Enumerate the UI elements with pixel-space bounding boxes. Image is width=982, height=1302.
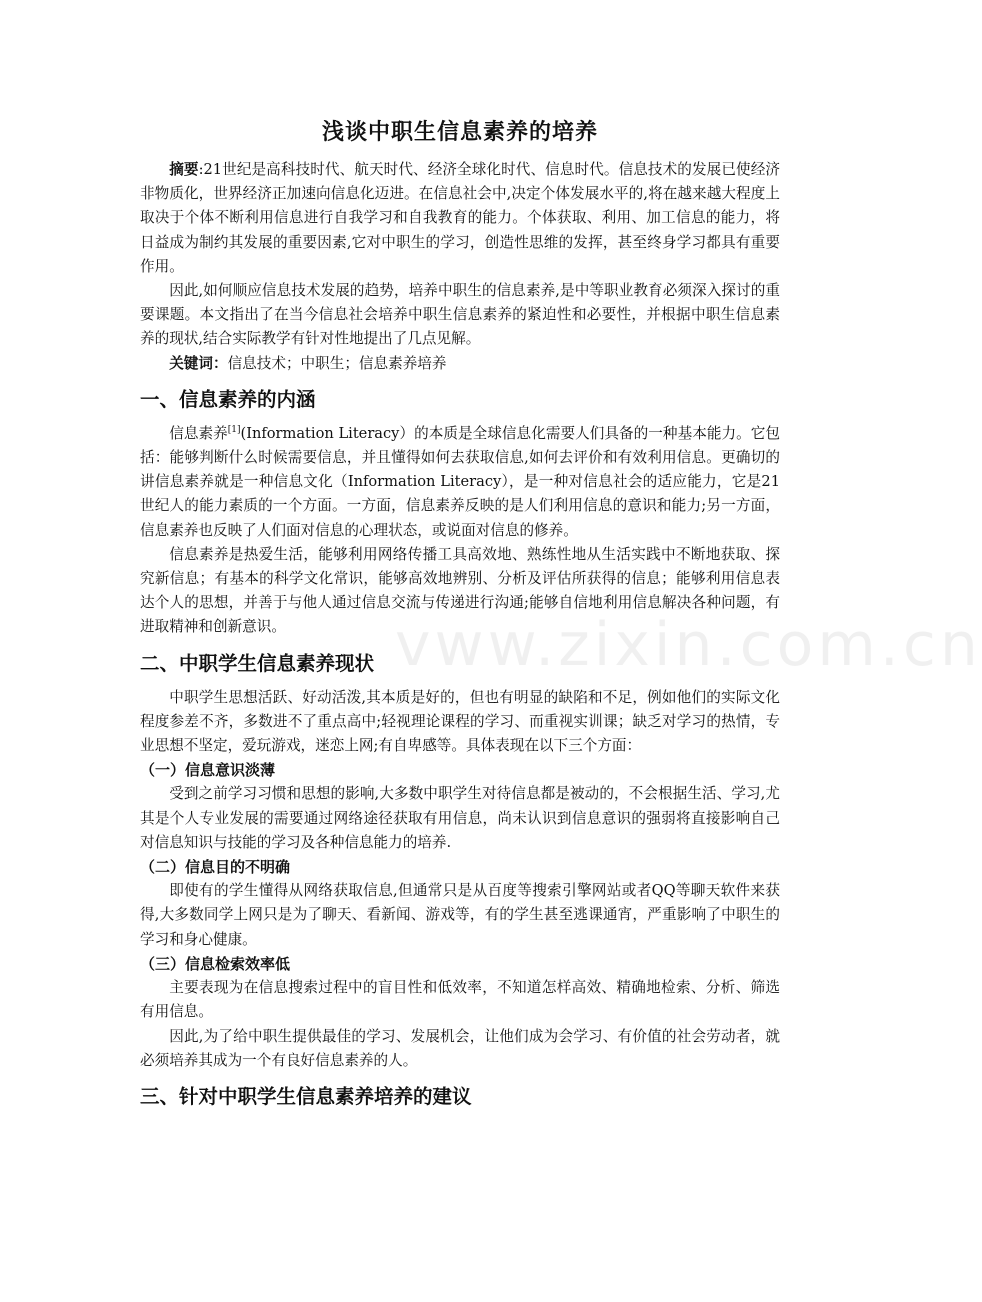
section1-paragraph-1	[140, 422, 780, 543]
keywords-label: 关键词：	[169, 354, 228, 372]
section2-conclusion: 因此,为了给中职生提供最佳的学习、发展机会，让他们成为会学习、有价值的社会劳动者，就必须培养其成为一个有良好信息素养的人。	[140, 1027, 780, 1069]
section1-paragraph-2: 信息素养是热爱生活，能够利用网络传播工具高效地、熟练性地从生活实践中不断地获取、探究新信息；有基本的科学文化常识，能够高效地辨别、分析及评估所获得的信息；能够利用信息表达个人的思想，并善于与他人通过信息交流与传递进行沟通;能够自信地利用信息解决各种问题，有进取精神和创新意识。	[140, 545, 780, 636]
section1-p1-rest: (Information Literacy）的本质是全球信息化需要人们具备的一种基本能力。它包括：能够判断什么时候需要信息，并且懂得如何去获取信息,如何去评价和有效利用信息。更确切的讲信息素养就是一种信息文化（Information Literacy），是一种对信息社会的适应能力，它是21世纪人的能力素质的一个方面。一方面，信息素养反映的是人们利用信息的意识和能力;另一方面，信息素养也反映了人们面对信息的心理状态，或说面对信息的修养。	[140, 424, 780, 539]
subsection1-text: 受到之前学习习惯和思想的影响,大多数中职学生对待信息都是被动的，不会根据生活、学习,尤其是个人专业发展的需要通过网络途径获取有用信息，尚未认识到信息意识的强弱将直接影响自己对信息知识与技能的学习及各种信息能力的培养.	[140, 785, 780, 851]
document-title: 浅谈中职生信息素养的培养	[321, 120, 598, 145]
abstract-text: :21世纪是高科技时代、航天时代、经济全球化时代、信息时代。信息技术的发展已使经济非物质化，世界经济正加速向信息化迈进。在信息社会中,决定个体发展水平的,将在越来越大程度上取决于个体不断利用信息进行自我学习和自我教育的能力。个体获取、利用、加工信息的能力，将日益成为制约其发展的重要因素,它对中职生的学习，创造性思维的发挥，甚至终身学习都具有重要作用。	[140, 161, 780, 275]
keywords-line	[140, 352, 780, 376]
watermark: vww.zixin.com.cn	[395, 610, 982, 680]
citation-ref-1[interactable]: [1]	[227, 424, 241, 435]
keywords-text: 信息技术；中职生；信息素养培养	[227, 354, 447, 372]
section-heading-2: 二、中职学生信息素养现状	[140, 651, 375, 675]
subsection2-text: 即使有的学生懂得从网络获取信息,但通常只是从百度等搜索引擎网站或者QQ等聊天软件来获得,大多数同学上网只是为了聊天、看新闻、游戏等，有的学生甚至逃课通宵，严重影响了中职生的学习和身心健康。	[140, 882, 780, 948]
subsection-heading-3: （三）信息检索效率低	[140, 954, 291, 973]
subsection-heading-2: （二）信息目的不明确	[140, 858, 291, 877]
abstract-paragraph-2: 因此,如何顺应信息技术发展的趋势，培养中职生的信息素养,是中等职业教育必须深入探讨的重要课题。本文指出了在当今信息社会培养中职生信息素养的紧迫性和必要性，并根据中职生信息素养的现状,结合实际教学有针对性地提出了几点见解。	[140, 282, 780, 348]
subsection-heading-1: （一）信息意识淡薄	[140, 761, 276, 780]
abstract-label: 摘要	[169, 161, 199, 178]
section2-intro: 中职学生思想活跃、好动活泼,其本质是好的，但也有明显的缺陷和不足，例如他们的实际文化程度参差不齐，多数进不了重点高中;轻视理论课程的学习、而重视实训课；缺乏对学习的热情，专业思想不坚定，爱玩游戏，迷恋上网;有自卑感等。具体表现在以下三个方面：	[140, 688, 780, 755]
section1-p1-start: 信息素养	[169, 424, 228, 442]
section-heading-1: 一、信息素养的内涵	[140, 387, 316, 411]
abstract-paragraph	[140, 158, 780, 279]
subsection3-text: 主要表现为在信息搜索过程中的盲目性和低效率，不知道怎样高效、精确地检索、分析、筛选有用信息。	[140, 979, 780, 1021]
section-heading-3: 三、针对中职学生信息素养培养的建议	[140, 1084, 472, 1108]
document-body	[140, 158, 780, 1119]
